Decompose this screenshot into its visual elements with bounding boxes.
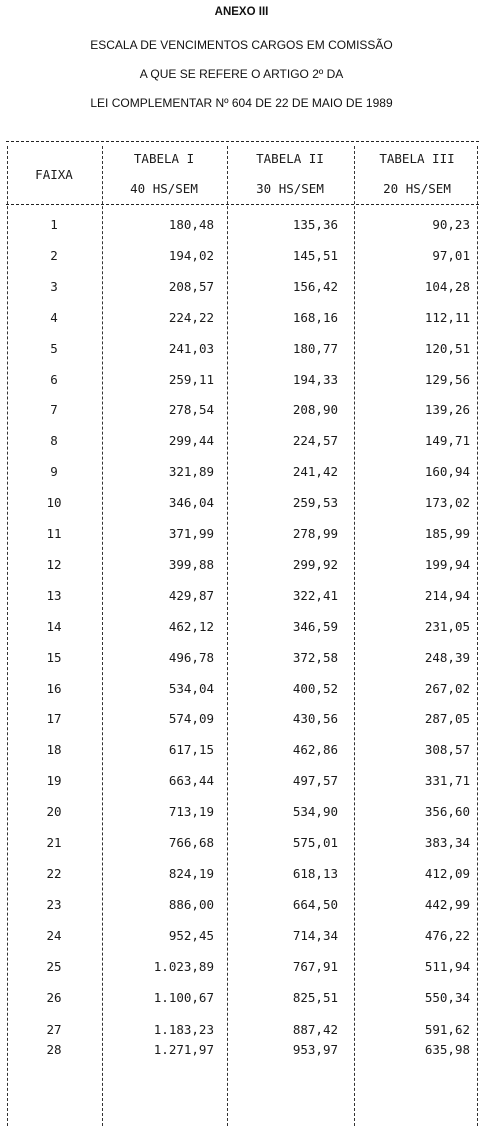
tabela-2-cell: 497,57	[292, 773, 338, 789]
tabela-3-cell: 160,94	[424, 464, 470, 480]
tabela-2-cell: 168,16	[292, 309, 338, 325]
tabela-2-cell: 346,59	[292, 618, 338, 634]
faixa-cell: 26	[46, 989, 62, 1005]
tabela-2-cell: 825,51	[292, 989, 338, 1005]
column-divider	[102, 146, 103, 1126]
tabela-3-cell: 120,51	[424, 340, 470, 356]
tabela-2-cell: 278,99	[292, 526, 338, 541]
faixa-cell: 25	[46, 958, 62, 974]
tabela-1-cell: 886,00	[168, 896, 214, 912]
tabela-2-cell: 430,56	[292, 711, 338, 727]
faixa-cell: 16	[46, 680, 62, 696]
faixa-cell: 10	[46, 495, 62, 511]
tabela-1-cell: 1.023,89	[153, 958, 214, 974]
tabela-3-cell: 112,11	[424, 309, 470, 325]
faixa-cell: 6	[50, 371, 58, 387]
tabela-3-cell: 550,34	[424, 989, 470, 1005]
tabela-1-cell: 278,54	[168, 402, 214, 418]
header-tabela-2-hours: 30 HS/SEM	[256, 181, 324, 196]
faixa-cell: 4	[50, 309, 58, 325]
faixa-cell: 23	[46, 896, 62, 912]
heading-line-3: LEI COMPLEMENTAR Nº 604 DE 22 DE MAIO DE 1989	[90, 96, 393, 110]
tabela-1-cell: 346,04	[168, 495, 214, 511]
faixa-cell: 15	[46, 649, 62, 665]
tabela-2-cell: 194,33	[292, 371, 338, 387]
column-divider	[354, 146, 355, 1126]
tabela-1-cell: 462,12	[168, 618, 214, 634]
tabela-3-cell: 90,23	[432, 217, 470, 232]
tabela-1-cell: 766,68	[168, 835, 214, 850]
tabela-1-cell: 429,87	[168, 587, 214, 603]
tabela-2-cell: 299,92	[292, 556, 338, 572]
tabela-3-cell: 149,71	[424, 433, 470, 449]
tabela-3-cell: 97,01	[432, 247, 470, 263]
tabela-2-cell: 534,90	[292, 804, 338, 820]
tabela-3-cell: 248,39	[424, 649, 470, 665]
tabela-1-cell: 241,03	[168, 340, 214, 356]
tabela-1-cell: 180,48	[168, 217, 214, 232]
tabela-3-cell: 331,71	[424, 773, 470, 789]
tabela-2-cell: 259,53	[292, 495, 338, 511]
tabela-3-cell: 412,09	[424, 865, 470, 881]
annex-title: ANEXO III	[214, 6, 269, 18]
tabela-1-cell: 208,57	[168, 278, 214, 294]
faixa-cell: 28	[46, 1041, 62, 1057]
faixa-cell: 20	[46, 804, 62, 820]
tabela-1-cell: 1.100,67	[153, 989, 214, 1005]
tabela-3-cell: 383,34	[424, 835, 470, 850]
header-tabela-1-hours: 40 HS/SEM	[130, 181, 198, 196]
tabela-1-cell: 321,89	[168, 464, 214, 480]
tabela-2-cell: 575,01	[292, 835, 338, 850]
tabela-2-cell: 953,97	[292, 1041, 338, 1057]
tabela-1-cell: 371,99	[168, 526, 214, 541]
tabela-1-cell: 534,04	[168, 680, 214, 696]
faixa-cell: 5	[50, 340, 58, 356]
faixa-cell: 27	[46, 1021, 62, 1037]
tabela-1-cell: 194,02	[168, 247, 214, 263]
tabela-3-cell: 214,94	[424, 587, 470, 603]
tabela-3-cell: 185,99	[424, 526, 470, 541]
tabela-1-cell: 1.271,97	[153, 1041, 214, 1057]
tabela-3-cell: 356,60	[424, 804, 470, 820]
tabela-2-cell: 767,91	[292, 958, 338, 974]
tabela-2-cell: 462,86	[292, 742, 338, 758]
tabela-2-cell: 618,13	[292, 865, 338, 881]
tabela-3-cell: 231,05	[424, 618, 470, 634]
tabela-1-cell: 617,15	[168, 742, 214, 758]
faixa-cell: 24	[46, 927, 62, 943]
salary-table	[6, 141, 479, 1126]
tabela-1-cell: 574,09	[168, 711, 214, 727]
faixa-cell: 12	[46, 556, 62, 572]
tabela-3-cell: 199,94	[424, 556, 470, 572]
tabela-2-cell: 887,42	[292, 1021, 338, 1037]
tabela-1-cell: 663,44	[168, 773, 214, 789]
tabela-3-cell: 267,02	[424, 680, 470, 696]
faixa-cell: 8	[50, 433, 58, 449]
faixa-cell: 14	[46, 618, 62, 634]
table-header-rule	[6, 204, 479, 205]
tabela-2-cell: 135,36	[292, 217, 338, 232]
tabela-2-cell: 241,42	[292, 464, 338, 480]
faixa-cell: 17	[46, 711, 62, 727]
tabela-3-cell: 129,56	[424, 371, 470, 387]
faixa-cell: 3	[50, 278, 58, 294]
tabela-1-cell: 952,45	[168, 927, 214, 943]
faixa-cell: 11	[46, 526, 62, 541]
tabela-2-cell: 322,41	[292, 587, 338, 603]
heading-line-1: ESCALA DE VENCIMENTOS CARGOS EM COMISSÃO	[90, 38, 393, 52]
heading-line-2: A QUE SE REFERE O ARTIGO 2º DA	[139, 67, 344, 81]
tabela-2-cell: 400,52	[292, 680, 338, 696]
tabela-3-cell: 511,94	[424, 958, 470, 974]
faixa-cell: 21	[46, 835, 62, 850]
tabela-3-cell: 476,22	[424, 927, 470, 943]
faixa-cell: 1	[50, 217, 58, 232]
tabela-2-cell: 714,34	[292, 927, 338, 943]
faixa-cell: 7	[50, 402, 58, 418]
tabela-1-cell: 496,78	[168, 649, 214, 665]
tabela-2-cell: 208,90	[292, 402, 338, 418]
tabela-2-cell: 224,57	[292, 433, 338, 449]
tabela-3-cell: 591,62	[424, 1021, 470, 1037]
tabela-2-cell: 372,58	[292, 649, 338, 665]
tabela-2-cell: 156,42	[292, 278, 338, 294]
tabela-3-cell: 173,02	[424, 495, 470, 511]
column-divider	[227, 146, 228, 1126]
tabela-3-cell: 442,99	[424, 896, 470, 912]
tabela-3-cell: 104,28	[424, 278, 470, 294]
tabela-1-cell: 299,44	[168, 433, 214, 449]
tabela-3-cell: 287,05	[424, 711, 470, 727]
tabela-1-cell: 824,19	[168, 865, 214, 881]
table-top-rule	[6, 141, 479, 142]
faixa-cell: 13	[46, 587, 62, 603]
faixa-cell: 22	[46, 865, 62, 881]
faixa-cell: 2	[50, 247, 58, 263]
tabela-2-cell: 145,51	[292, 247, 338, 263]
faixa-cell: 9	[50, 464, 58, 480]
tabela-1-cell: 399,88	[168, 556, 214, 572]
faixa-cell: 18	[46, 742, 62, 758]
tabela-2-cell: 664,50	[292, 896, 338, 912]
header-tabela-3-hours: 20 HS/SEM	[383, 181, 451, 196]
tabela-1-cell: 1.183,23	[153, 1021, 214, 1037]
tabela-3-cell: 308,57	[424, 742, 470, 758]
column-divider	[477, 146, 478, 1126]
faixa-cell: 19	[46, 773, 62, 789]
header-faixa: FAIXA	[35, 167, 73, 182]
header-tabela-2: TABELA II	[256, 151, 324, 166]
tabela-1-cell: 224,22	[168, 309, 214, 325]
header-tabela-3: TABELA III	[379, 151, 455, 166]
tabela-3-cell: 635,98	[424, 1041, 470, 1057]
tabela-1-cell: 259,11	[168, 371, 214, 387]
tabela-3-cell: 139,26	[424, 402, 470, 418]
tabela-1-cell: 713,19	[168, 804, 214, 820]
header-tabela-1: TABELA I	[133, 151, 195, 166]
tabela-2-cell: 180,77	[292, 340, 338, 356]
